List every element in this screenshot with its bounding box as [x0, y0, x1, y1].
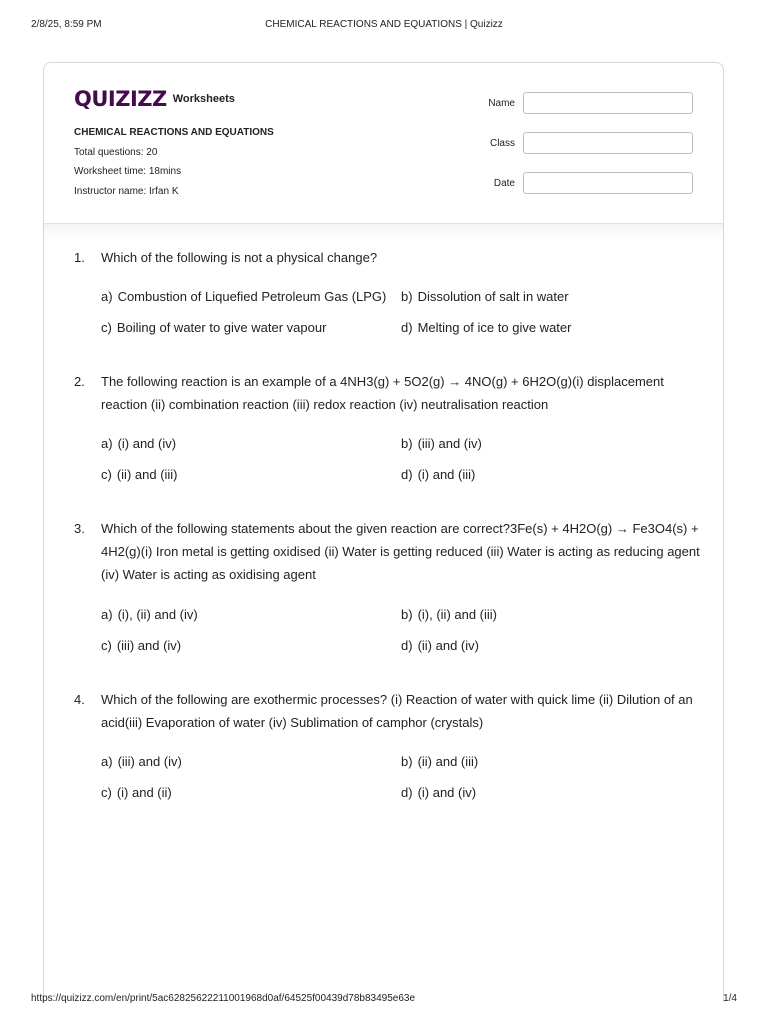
option-c[interactable]	[101, 467, 178, 483]
option-text: (ii) and (iv)	[417, 638, 479, 653]
option-b[interactable]	[401, 436, 482, 452]
option-text: Combustion of Liquefied Petroleum Gas (LPG)	[117, 289, 387, 304]
option-text: (i) and (iv)	[417, 785, 477, 800]
option-letter: b)	[401, 754, 413, 769]
option-letter: c)	[101, 467, 112, 482]
option-text: (i) and (ii)	[116, 785, 172, 800]
option-letter: a)	[101, 436, 113, 451]
question-text: Which of the following is not a physical change?	[101, 250, 378, 265]
worksheet-time: Worksheet time: 18mins	[74, 166, 182, 177]
option-text: (i), (ii) and (iii)	[417, 607, 498, 622]
option-c[interactable]	[101, 638, 181, 654]
name-label: Name	[488, 98, 515, 109]
worksheet-title: CHEMICAL REACTIONS AND EQUATIONS	[74, 127, 274, 138]
option-letter: c)	[101, 320, 112, 335]
print-document-title: CHEMICAL REACTIONS AND EQUATIONS | Quizizz	[265, 19, 503, 30]
class-field[interactable]	[523, 132, 693, 154]
option-text: Melting of ice to give water	[417, 320, 572, 335]
question-number: 2.	[74, 374, 85, 389]
option-text: (ii) and (iii)	[116, 467, 178, 482]
question-text: Which of the following statements about the given reaction are correct?3Fe(s) + 4H2O(g) → Fe3O4(s) + 4H2(g)(i) Iron metal is getting oxidised (ii) Water is getting reduced (iii) Water is acting as reducing agent (iv) Water is acting as oxidising agent	[101, 521, 700, 582]
option-letter: d)	[401, 467, 413, 482]
option-text: (i) and (iii)	[417, 467, 476, 482]
option-text: (i) and (iv)	[117, 436, 177, 451]
option-text: (ii) and (iii)	[417, 754, 479, 769]
option-letter: d)	[401, 638, 413, 653]
question-text: The following reaction is an example of a 4NH3(g) + 5O2(g) → 4NO(g) + 6H2O(g)(i) displacement reaction (ii) combination reaction (iii) redox reaction (iv) neutralisation reaction	[101, 374, 664, 412]
option-letter: a)	[101, 289, 113, 304]
option-letter: b)	[401, 607, 413, 622]
option-d[interactable]	[401, 638, 479, 654]
option-d[interactable]	[401, 467, 475, 483]
print-url: https://quizizz.com/en/print/5ac62825622211001968d0af/64525f00439d78b83495e63e	[31, 993, 416, 1004]
option-c[interactable]	[101, 785, 172, 801]
question-text: Which of the following are exothermic processes? (i) Reaction of water with quick lime (ii) Dilution of an acid(iii) Evaporation of water (iv) Sublimation of camphor (crystals)	[101, 692, 693, 730]
logo-wordmark: QUIZIZZ	[74, 87, 167, 111]
option-letter: a)	[101, 754, 113, 769]
option-letter: d)	[401, 320, 413, 335]
date-field[interactable]	[523, 172, 693, 194]
option-letter: c)	[101, 638, 112, 653]
option-letter: d)	[401, 785, 413, 800]
date-label: Date	[493, 178, 515, 189]
option-text: (iii) and (iv)	[116, 638, 182, 653]
logo-subtitle: Worksheets	[172, 93, 235, 105]
option-a[interactable]	[101, 436, 176, 452]
total-questions: Total questions: 20	[74, 147, 158, 158]
option-text: Dissolution of salt in water	[417, 289, 569, 304]
worksheet-header	[44, 63, 723, 224]
option-b[interactable]	[401, 607, 497, 623]
page-number: 1/4	[723, 993, 737, 1004]
option-letter: b)	[401, 289, 413, 304]
question-number: 3.	[74, 521, 85, 536]
option-c[interactable]	[101, 320, 326, 336]
option-a[interactable]	[101, 289, 386, 305]
option-letter: c)	[101, 785, 112, 800]
name-field[interactable]	[523, 92, 693, 114]
option-a[interactable]	[101, 754, 182, 770]
quizizz-logo	[74, 84, 235, 114]
print-datetime: 2/8/25, 8:59 PM	[31, 19, 102, 30]
option-text: (iii) and (iv)	[117, 754, 182, 769]
option-text: Boiling of water to give water vapour	[116, 320, 327, 335]
option-b[interactable]	[401, 754, 478, 770]
option-text: (i), (ii) and (iv)	[117, 607, 198, 622]
worksheet-card	[43, 62, 724, 1002]
print-footer	[0, 993, 768, 1007]
option-letter: b)	[401, 436, 413, 451]
question-number: 4.	[74, 692, 85, 707]
option-text: (iii) and (iv)	[417, 436, 482, 451]
question-number: 1.	[74, 250, 85, 265]
instructor-name: Instructor name: Irfan K	[74, 186, 179, 197]
option-a[interactable]	[101, 607, 198, 623]
class-label: Class	[489, 138, 515, 149]
option-b[interactable]	[401, 289, 569, 305]
option-d[interactable]	[401, 785, 476, 801]
option-d[interactable]	[401, 320, 571, 336]
print-header	[0, 19, 768, 33]
option-letter: a)	[101, 607, 113, 622]
